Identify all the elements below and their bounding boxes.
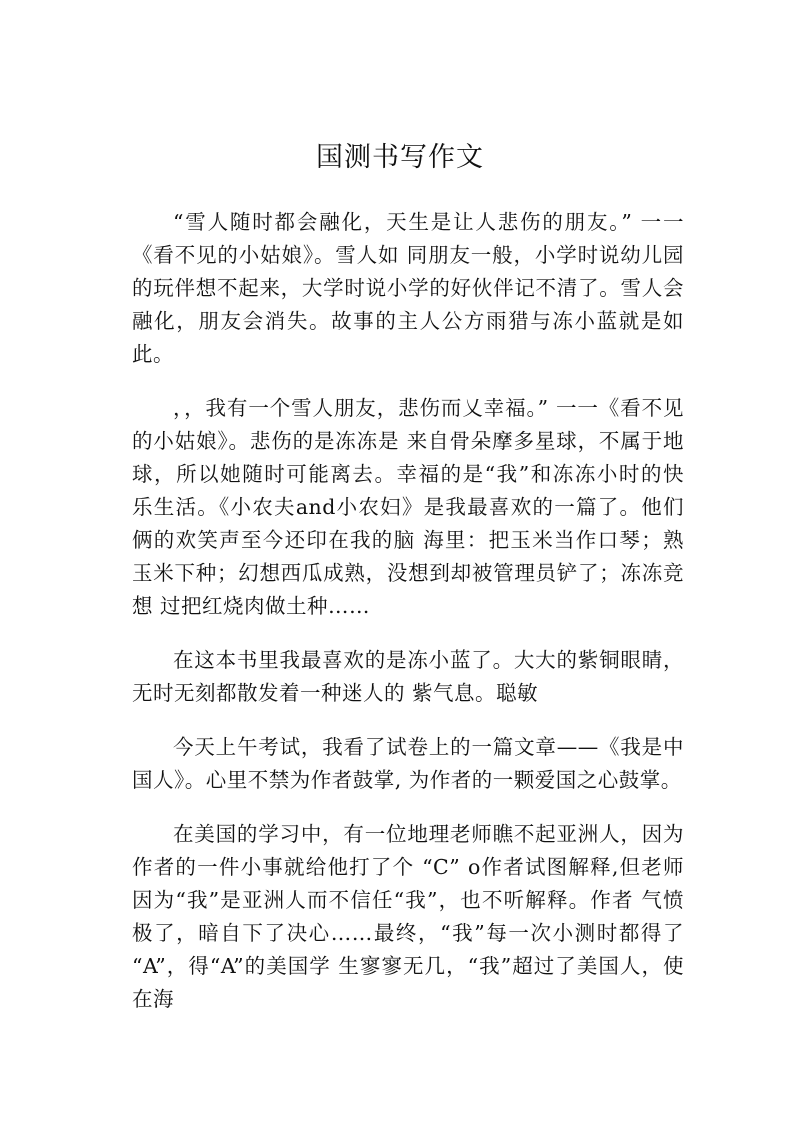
paragraph-1: “雪人随时都会融化，天生是让人悲伤的朋友。” 一一《看不见的小姑娘》。雪人如 同朋友一般，小学时说幼儿园的玩伴想不起来，大学时说小学的好伙伴记不清了。雪人会 融化，朋友会消失。故事的主人公方雨猎与冻小蓝就是如此。	[132, 210, 684, 366]
paragraph-gap	[132, 710, 684, 731]
paragraph-gap	[132, 371, 684, 392]
paragraph-4: 今天上午考试，我看了试卷上的一篇文章——《我是中国人》。心里不禁为作者鼓掌, 为作者的一颗爱国之心鼓掌。	[132, 735, 684, 792]
paragraph-3: 在这本书里我最喜欢的是冻小蓝了。大大的紫铜眼睛，无时无刻都散发着一种迷人的 紫气息。聪敏	[132, 648, 684, 705]
document-title: 国测书写作文	[316, 142, 484, 173]
paragraph-gap	[132, 623, 684, 644]
paragraph-2: ，，我有一个雪人朋友，悲伤而乂幸福。” 一一《看不见的小姑娘》。悲伤的是冻冻是 来自骨朵摩多星球，不属于地球，所以她随时可能离去。幸福的是“我”和冻冻小时的快 乐生活。《小农夫and小农妇》是我最喜欢的一篇了。他们俩的欢笑声至今还印在我的脑 海里：把玉米当作口琴；熟玉米下种；幻想西瓜成熟，没想到却被管理员铲了；冻冻竞想 过把红烧肉做土种……	[132, 396, 684, 618]
paragraph-gap	[132, 797, 684, 818]
paragraph-5: 在美国的学习中，有一位地理老师瞧不起亚洲人，因为作者的一件小事就给他打了个 “C” o作者试图解释,但老师因为“我”是亚洲人而不信任“我”，也不听解释。作者 气愤极了，暗自下了决心……最终，“我”每一次小测时都得了 “A”，得“A”的美国学 生寥寥无几，“我”超过了美国人，使在海	[132, 822, 684, 1011]
document-body	[132, 206, 684, 1016]
